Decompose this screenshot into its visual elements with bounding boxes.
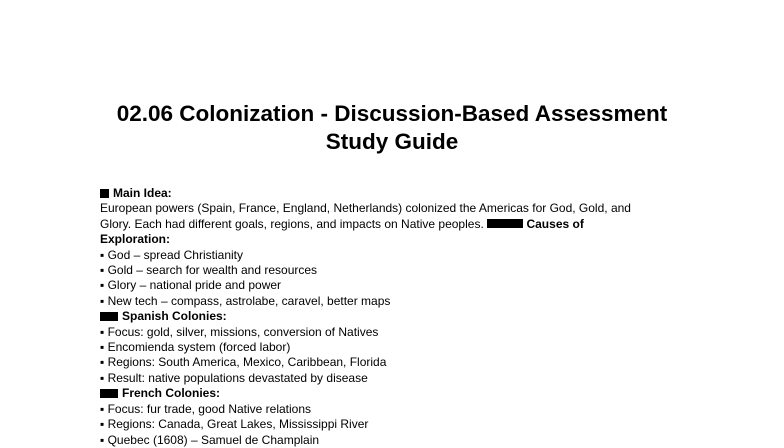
list-item: ▪ Gold – search for wealth and resources [100, 263, 318, 278]
french-heading-row [100, 386, 685, 401]
causes-heading-part-2: Exploration: [100, 232, 171, 247]
study-guide-body [100, 186, 685, 448]
main-idea-text-line-2 [100, 217, 685, 232]
title-line-2: Study Guide [325, 129, 459, 154]
list-item: ▪ Regions: Canada, Great Lakes, Mississippi River [100, 417, 369, 432]
spanish-heading: Spanish Colonies: [122, 309, 227, 324]
main-idea-heading-row [100, 186, 685, 201]
list-item: ▪ Quebec (1608) – Samuel de Champlain [100, 432, 320, 447]
list-item: ▪ Regions: South America, Mexico, Caribbean, Florida [100, 355, 387, 370]
causes-heading-part-1: Causes of [526, 216, 584, 231]
square-bullet-icon [100, 189, 109, 198]
square-bullet-group-icon [100, 386, 118, 401]
list-item: ▪ Result: native populations devastated by disease [100, 370, 368, 385]
list-item: ▪ God – spread Christianity [100, 247, 243, 262]
main-idea-text-line-1: European powers (Spain, France, England, Netherlands) colonized the Americas for God, Gold, and [100, 201, 631, 216]
spanish-heading-row [100, 309, 685, 324]
list-item: ▪ Encomienda system (forced labor) [100, 340, 291, 355]
document-title [0, 100, 784, 156]
list-item: ▪ Focus: gold, silver, missions, conversion of Natives [100, 324, 379, 339]
french-heading: French Colonies: [122, 386, 221, 401]
main-idea-heading: Main Idea: [113, 186, 172, 200]
list-item: ▪ Focus: fur trade, good Native relations [100, 401, 312, 416]
title-line-1: 02.06 Colonization - Discussion-Based Assessment [116, 101, 668, 126]
list-item: ▪ Glory – national pride and power [100, 278, 282, 293]
square-bullet-group-icon [100, 309, 118, 324]
list-item: ▪ New tech – compass, astrolabe, caravel, better maps [100, 293, 391, 308]
main-idea-text-part-2: Glory. Each had different goals, regions, and impacts on Native peoples. [100, 216, 484, 231]
square-bullet-group-icon [487, 217, 523, 232]
